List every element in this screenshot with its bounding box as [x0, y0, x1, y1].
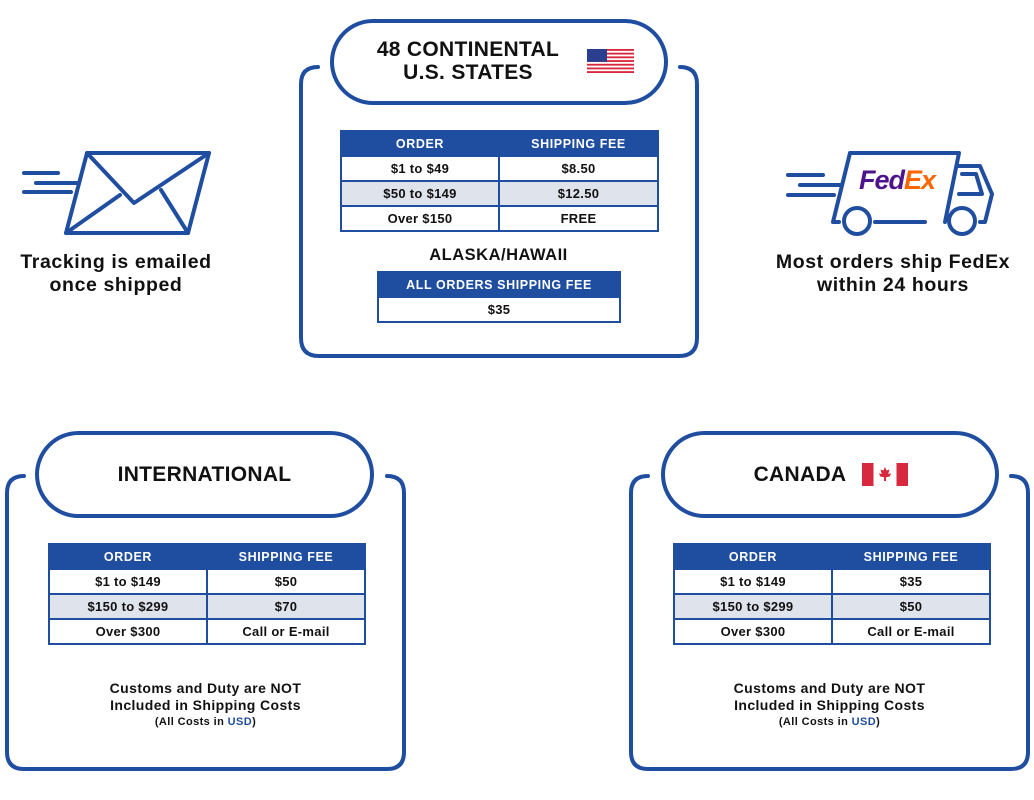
order-cell: Over $300	[49, 619, 207, 644]
canada-customs-note	[631, 680, 1028, 730]
fee-cell: $35	[832, 569, 990, 594]
fee-cell: Call or E-mail	[207, 619, 365, 644]
fedex-logo-ex: Ex	[904, 165, 936, 195]
fee-cell: FREE	[499, 206, 658, 231]
costs-note-pre: (All Costs in	[778, 716, 852, 728]
fedex-line2-pre: within	[816, 274, 883, 296]
fee-cell: $70	[207, 594, 365, 619]
costs-currency-note	[631, 714, 1028, 730]
customs-line1: Customs and Duty are NOT	[109, 680, 302, 696]
order-header: ORDER	[674, 544, 832, 569]
table-header-row	[674, 544, 990, 569]
usa-title-line1: 48 CONTINENTAL	[376, 38, 560, 61]
order-cell: Over $150	[341, 206, 499, 231]
order-cell: $1 to $149	[674, 569, 832, 594]
fedex-line2-bold: 24 hours	[882, 274, 969, 296]
fee-cell: $50	[207, 569, 365, 594]
table-row	[341, 156, 658, 181]
order-cell: Over $300	[674, 619, 832, 644]
table-row	[674, 619, 990, 644]
tracking-line1: Tracking is emailed	[20, 251, 212, 273]
international-fee-table	[48, 543, 366, 645]
international-title: INTERNATIONAL	[117, 463, 292, 486]
customs-line1: Customs and Duty are NOT	[733, 680, 926, 696]
usd-label: USD	[851, 716, 877, 728]
shipping-fee-header: SHIPPING FEE	[832, 544, 990, 569]
table-row	[49, 594, 365, 619]
tracking-caption	[0, 251, 232, 297]
table-row	[674, 594, 990, 619]
order-cell: $50 to $149	[341, 181, 499, 206]
shipping-fee-header: SHIPPING FEE	[207, 544, 365, 569]
canada-flag-icon	[862, 463, 908, 486]
customs-line2: Included in Shipping Costs	[110, 697, 301, 713]
table-header-row	[49, 544, 365, 569]
alaska-fee-table	[377, 271, 621, 323]
fee-cell: Call or E-mail	[832, 619, 990, 644]
costs-note-post: )	[876, 716, 881, 728]
order-header: ORDER	[341, 131, 499, 156]
table-row	[341, 206, 658, 231]
usa-title-line2: U.S. STATES	[403, 61, 533, 84]
fedex-caption	[752, 251, 1034, 297]
table-row	[341, 181, 658, 206]
costs-note-pre: (All Costs in	[154, 716, 228, 728]
us-flag-icon	[587, 49, 634, 73]
order-cell: $1 to $149	[49, 569, 207, 594]
fee-cell: $12.50	[499, 181, 658, 206]
fedex-truck-icon	[784, 144, 1009, 239]
usd-label: USD	[227, 716, 253, 728]
usa-title	[352, 38, 584, 84]
tracking-line2: once shipped	[49, 274, 183, 296]
usa-fee-table	[340, 130, 659, 232]
fee-cell: $50	[832, 594, 990, 619]
all-orders-header: ALL ORDERS SHIPPING FEE	[378, 272, 620, 297]
table-row	[49, 569, 365, 594]
canada-title: CANADA	[753, 463, 847, 486]
order-cell: $150 to $299	[49, 594, 207, 619]
international-customs-note	[7, 680, 404, 730]
order-cell: $150 to $299	[674, 594, 832, 619]
order-header: ORDER	[49, 544, 207, 569]
alaska-hawaii-title: ALASKA/HAWAII	[429, 246, 568, 264]
costs-note-post: )	[252, 716, 257, 728]
table-header-row	[341, 131, 658, 156]
table-row	[49, 619, 365, 644]
costs-currency-note	[7, 714, 404, 730]
table-row	[378, 297, 620, 322]
table-row	[674, 569, 990, 594]
fedex-line1: Most orders ship FedEx	[775, 251, 1011, 273]
svg-text:FedEx	[859, 165, 937, 195]
fedex-line2	[752, 274, 1034, 297]
envelope-icon	[20, 145, 215, 240]
fedex-logo-fed: Fed	[859, 165, 905, 195]
shipping-fee-header: SHIPPING FEE	[499, 131, 658, 156]
fee-cell: $35	[378, 297, 620, 322]
canada-fee-table	[673, 543, 991, 645]
table-header-row	[378, 272, 620, 297]
fee-cell: $8.50	[499, 156, 658, 181]
customs-line2: Included in Shipping Costs	[734, 697, 925, 713]
order-cell: $1 to $49	[341, 156, 499, 181]
